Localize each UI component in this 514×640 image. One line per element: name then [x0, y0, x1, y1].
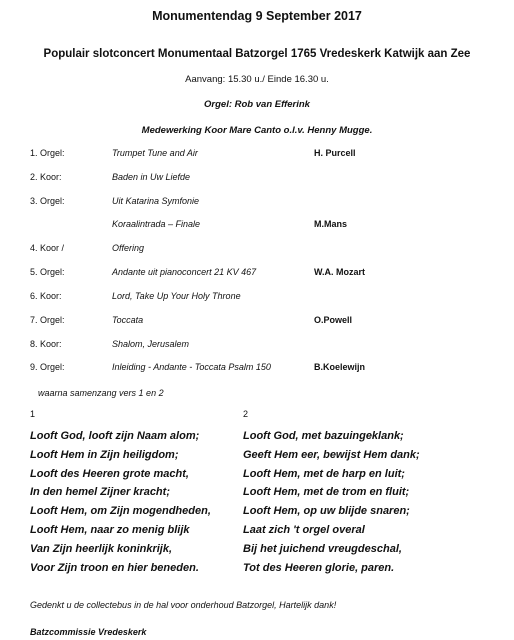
verse-line: Looft Hem in Zijn heiligdom; [30, 448, 179, 461]
concert-time: Aanvang: 15.30 u./ Einde 16.30 u. [185, 74, 329, 85]
verse-line: In den hemel Zijner kracht; [30, 486, 170, 499]
program-number: 6. Koor: [30, 291, 62, 301]
verse-line: Geeft Hem eer, bewijst Hem dank; [243, 448, 420, 461]
hymn-note: waarna samenzang vers 1 en 2 [38, 388, 164, 398]
committee-signature: Batzcommissie Vredeskerk [30, 627, 147, 637]
program-number: 9. Orgel: [30, 362, 65, 372]
page-title: Monumentendag 9 September 2017 [152, 9, 362, 23]
program-number: 8. Koor: [30, 339, 62, 349]
program-composer: M.Mans [314, 219, 348, 229]
verse-1-number: 1 [30, 409, 36, 419]
program-number: 3. Orgel: [30, 196, 65, 206]
program-item [0, 243, 514, 257]
verse-line: Looft Hem, naar zo menig blijk [30, 523, 190, 536]
program-piece: Toccata [112, 315, 144, 325]
verse-line: Looft Hem, met de trom en fluit; [243, 486, 410, 499]
program-number: 1. Orgel: [30, 148, 65, 158]
program-piece: Baden in Uw Liefde [112, 172, 191, 182]
program-item [0, 267, 514, 281]
verse-2-number: 2 [243, 409, 249, 419]
program-item [0, 362, 514, 376]
program-piece: Koraalintrada – Finale [112, 219, 201, 229]
collection-note: Gedenkt u de collectebus in de hal voor onderhoud Batzorgel, Hartelijk dank! [30, 600, 337, 610]
program-item [0, 196, 514, 210]
verse-line: Tot des Heeren glorie, paren. [243, 561, 395, 574]
program-piece: Trumpet Tune and Air [112, 148, 198, 158]
program-item [0, 291, 514, 305]
program-composer: H. Purcell [314, 148, 356, 158]
verse-line: Laat zich 't orgel overal [243, 523, 365, 536]
program-piece: Lord, Take Up Your Holy Throne [112, 291, 241, 301]
program-item [0, 172, 514, 186]
organist-line: Orgel: Rob van Efferink [204, 99, 310, 110]
verse-1 [30, 427, 211, 577]
program-item [0, 148, 514, 162]
program-item [0, 219, 514, 233]
concert-subtitle: Populair slotconcert Monumentaal Batzorgel 1765 Vredeskerk Katwijk aan Zee [43, 48, 471, 60]
verse-line: Looft God, looft zijn Naam alom; [30, 430, 200, 442]
program-piece: Andante uit pianoconcert 21 KV 467 [112, 267, 257, 277]
program-composer: B.Koelewijn [314, 362, 366, 372]
program-number: 7. Orgel: [30, 315, 65, 325]
program-composer: O.Powell [314, 315, 353, 325]
verse-line: Looft God, met bazuingeklank; [243, 430, 404, 442]
program-piece: Inleiding - Andante - Toccata Psalm 150 [112, 362, 271, 372]
program-piece: Uit Katarina Symfonie [112, 196, 200, 206]
choir-line: Medewerking Koor Mare Canto o.l.v. Henny Mugge. [141, 125, 373, 136]
verse-2 [243, 427, 420, 577]
program-piece: Shalom, Jerusalem [112, 339, 190, 349]
program-item [0, 315, 514, 329]
program-number: 4. Koor / [30, 243, 65, 253]
program-composer: W.A. Mozart [314, 267, 365, 277]
verse-line: Looft des Heeren grote macht, [30, 467, 189, 480]
verse-line: Looft Hem, op uw blijde snaren; [243, 505, 410, 518]
verse-line: Looft Hem, met de harp en luit; [243, 467, 405, 480]
program-piece: Offering [112, 243, 145, 253]
program-number: 2. Koor: [30, 172, 62, 182]
program-number: 5. Orgel: [30, 267, 65, 277]
verse-line: Voor Zijn troon en hier beneden. [30, 561, 199, 574]
program-item [0, 339, 514, 353]
verse-line: Looft Hem, om Zijn mogendheden, [30, 505, 211, 518]
verse-line: Bij het juichend vreugdeschal, [243, 542, 402, 555]
verse-line: Van Zijn heerlijk koninkrijk, [30, 542, 173, 555]
